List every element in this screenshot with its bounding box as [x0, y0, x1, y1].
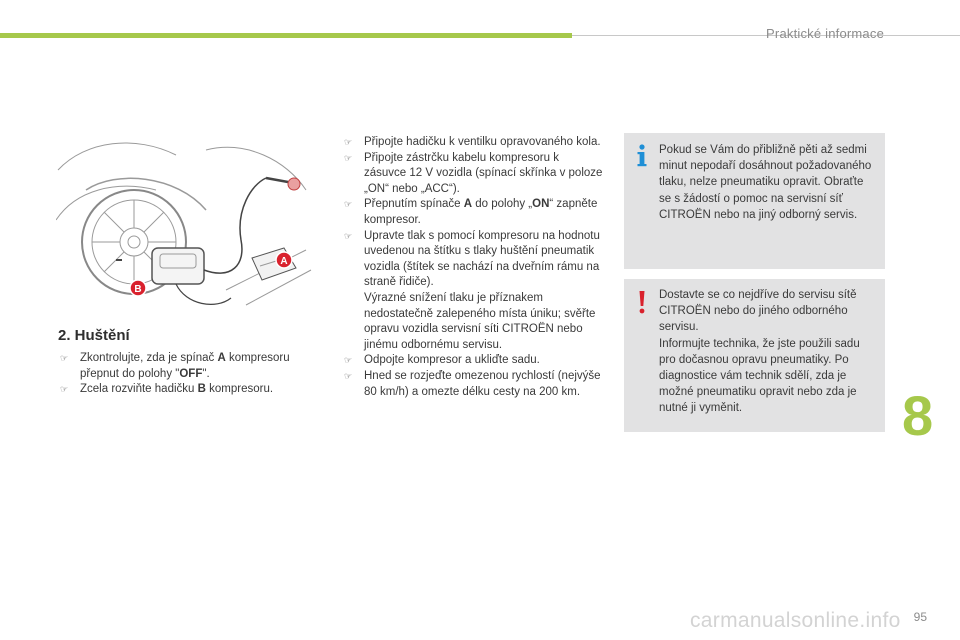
steps-list-left	[58, 351, 310, 398]
list-item: ☞ Zcela rozviňte hadičku B kompresoru.	[58, 382, 310, 398]
list-item: ☞ Přepnutím spínače A do polohy „ON“ zapněte kompresor.	[344, 198, 598, 226]
compressor-illustration	[56, 130, 314, 318]
watermark: carmanualsonline.info	[690, 609, 901, 632]
list-item: ☞ Hned se rozjeďte omezenou rychlostí (nejvýše 80 km/h) a omezte délku cesty na 200 km.	[344, 369, 601, 398]
header-accent-bar	[0, 33, 572, 38]
info-icon	[634, 143, 650, 169]
pointing-hand-icon: ☞	[344, 137, 353, 147]
pointing-hand-icon: ☞	[344, 199, 353, 210]
info-box	[624, 133, 885, 269]
section-title: Praktické informace	[766, 26, 884, 41]
list-item: ☞ Odpojte kompresor a ukliďte sadu.	[342, 353, 604, 369]
svg-text:B: B	[134, 284, 142, 295]
chapter-number: 8	[902, 384, 934, 447]
pointing-hand-icon: ☞	[344, 152, 353, 163]
warning-box	[624, 279, 885, 432]
callout-b	[130, 280, 146, 296]
page-number: 95	[913, 610, 927, 624]
warning-text: Dostavte se co nejdříve do servisu sítě CITROËN nebo do jiného odborného servisu. Informujte technika, že jste použili sadu pro dočasnou opravu pneumatiky. Po diagnostice vám technik sdělí, zda je možné pneumatiku opravit nebo zda je nutné ji vyměnit.	[659, 289, 860, 415]
pointing-hand-icon: ☞	[344, 355, 353, 366]
callout-a	[276, 252, 292, 268]
list-item: ☞ Připojte zástrčku kabelu kompresoru k zásuvce 12 V vozidla (spínací skřínka v poloze „ON“ nebo „ACC“).	[344, 151, 603, 195]
list-item: ☞ Upravte tlak s pomocí kompresoru na hodnotu uvedenou na štítku s tlaky huštění pneumatik vozidla (štítek se nachází na dveřním rámu na straně řidiče). Výrazné snížení tlaku je příznakem nedostatečně zalepeného místa úniku; svěřte opravu vozidla servisní síti CITROËN nebo jinému odbornému servisu.	[342, 229, 604, 354]
section-heading: 2. Huštění	[58, 327, 130, 344]
pointing-hand-icon: ☞	[60, 353, 69, 363]
list-item: ☞ Zkontrolujte, zda je spínač A kompresoru přepnut do polohy "OFF".	[60, 352, 290, 380]
exclamation-icon	[634, 289, 650, 315]
steps-list-middle	[342, 135, 604, 400]
pointing-hand-icon: ☞	[344, 230, 353, 241]
valve-highlight	[288, 178, 300, 190]
pointing-hand-icon: ☞	[60, 384, 69, 395]
list-item: ☞ Připojte hadičku k ventilku opravovaného kola.	[342, 135, 604, 151]
pointing-hand-icon: ☞	[344, 370, 353, 381]
info-text: Pokud se Vám do přibližně pěti až sedmi minut nepodaří dosáhnout požadovaného tlaku, nelze pneumatiku opravit. Obraťte se s žádostí o pomoc na servisní síť CITROËN nebo na jiný odborný servis.	[659, 144, 872, 221]
step-note: Výrazné snížení tlaku je příznakem nedostatečně zalepeného místa úniku; svěřte opravu vozidla servisní síti CITROËN nebo jinému odbornému servisu.	[364, 291, 596, 351]
svg-text:A: A	[280, 256, 288, 267]
